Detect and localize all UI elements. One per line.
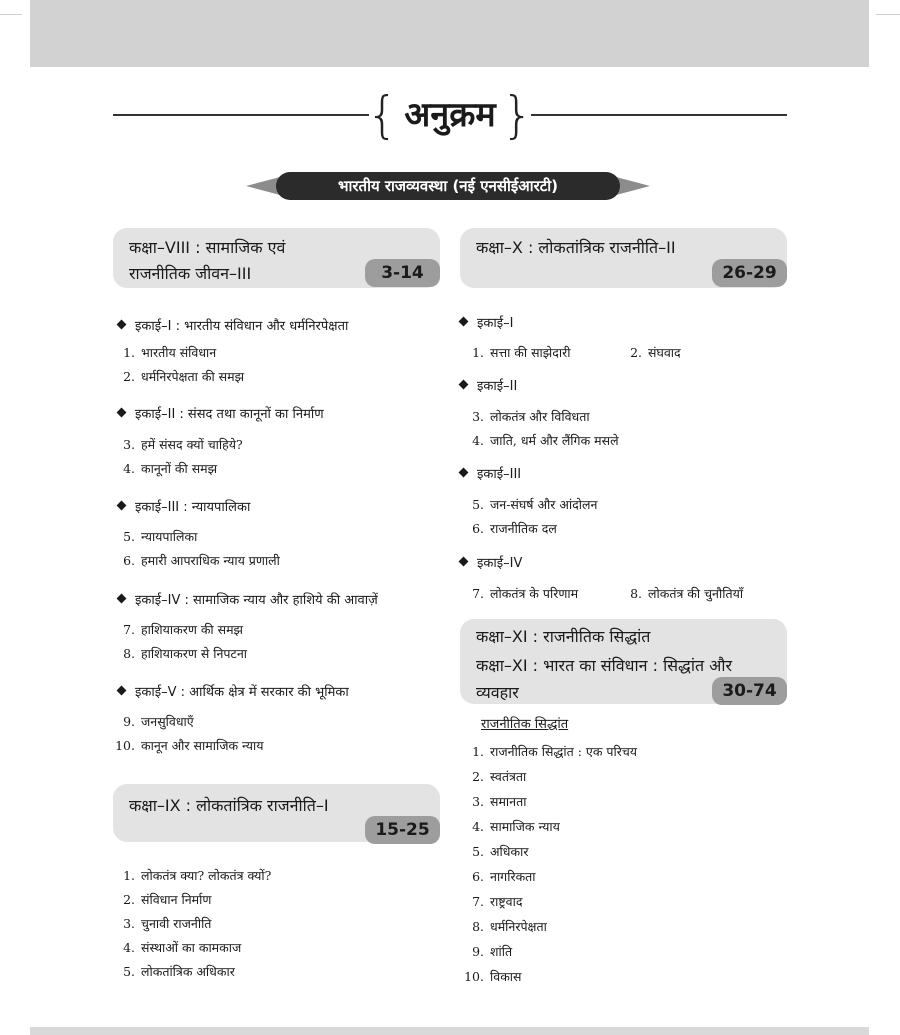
title-rule-right [531,114,787,116]
list-item: 7. लोकतंत्र के परिणाम [472,586,579,601]
unit-heading: इकाई–I : भारतीय संविधान और धर्मनिरपेक्षता [118,316,348,334]
page-title: अनुक्रम [404,95,496,135]
diamond-bullet-icon [459,380,469,390]
class11-title-line3: व्यवहार [476,683,519,702]
diamond-bullet-icon [117,501,127,511]
unit-heading: इकाई–I [460,313,513,331]
list-item: 9. शांति [472,944,513,959]
class11-title-line2: कक्षा–XI : भारत का संविधान : सिद्धांत और [476,656,733,675]
top-band [30,0,869,67]
subtitle-banner [246,172,650,200]
list-item: 6. राजनीतिक दल [472,521,557,536]
list-item: 1. सत्ता की साझेदारी [472,345,571,360]
list-item: 4. कानूनों की समझ [123,461,218,476]
list-item: 4. संस्थाओं का कामकाज [123,940,242,955]
subtitle: भारतीय राजव्यवस्था (नई एनसीईआरटी) [337,177,558,195]
top-edge-line [0,14,22,15]
list-item: 2. संघवाद [630,345,681,360]
list-item: 1. भारतीय संविधान [123,345,217,360]
list-item: 8. लोकतंत्र की चुनौतियाँ [630,586,744,601]
list-item: 8. धर्मनिरपेक्षता [472,919,547,934]
left-bracket: { [366,86,399,144]
list-item: 3. समानता [472,794,527,809]
right-bracket: } [501,86,534,144]
bottom-band [30,1027,869,1035]
title-rule-left [113,114,369,116]
list-item: 10. विकास [464,969,522,984]
list-item: 10. कानून और सामाजिक न्याय [115,738,264,753]
list-item: 1. राजनीतिक सिद्धांत : एक परिचय [472,744,638,759]
diamond-bullet-icon [459,468,469,478]
list-item: 7. राष्ट्रवाद [472,894,523,909]
list-item: 5. लोकतांत्रिक अधिकार [123,964,235,979]
diamond-bullet-icon [117,686,127,696]
class11-pages-badge: 30-74 [712,677,787,705]
class10-title: कक्षा–X : लोकतांत्रिक राजनीति–II [476,238,676,257]
list-item: 4. सामाजिक न्याय [472,819,560,834]
class8-pages-badge: 3-14 [365,259,440,287]
list-item: 7. हाशियाकरण की समझ [123,622,244,637]
unit-heading: इकाई–III [460,464,521,482]
title-block [368,88,532,142]
class11-title-line1: कक्षा–XI : राजनीतिक सिद्धांत [476,627,651,646]
list-item: 8. हाशियाकरण से निपटना [123,646,247,661]
class9-title: कक्षा–IX : लोकतांत्रिक राजनीति–I [129,796,329,815]
list-item: 5. अधिकार [472,844,529,859]
unit-heading: इकाई–II [460,376,517,394]
list-item: 6. हमारी आपराधिक न्याय प्रणाली [123,553,280,568]
list-item: 3. चुनावी राजनीति [123,916,212,931]
diamond-bullet-icon [459,317,469,327]
top-edge-line [876,14,900,15]
section-subheading: राजनीतिक सिद्धांत [481,717,569,732]
unit-heading: इकाई–IV : सामाजिक न्याय और हाशिये की आवाज़ें [118,590,378,608]
list-item: 5. न्यायपालिका [123,529,198,544]
unit-heading: इकाई–III : न्यायपालिका [118,497,250,515]
list-item: 2. स्वतंत्रता [472,769,527,784]
class8-title-line2: राजनीतिक जीवन–III [129,264,252,283]
list-item: 6. नागरिकता [472,869,536,884]
list-item: 1. लोकतंत्र क्या? लोकतंत्र क्यों? [123,868,272,883]
list-item: 3. हमें संसद क्यों चाहिये? [123,437,243,452]
diamond-bullet-icon [117,408,127,418]
list-item: 9. जनसुविधाएँ [123,714,194,729]
list-item: 5. जन-संघर्ष और आंदोलन [472,497,598,512]
list-item: 2. संविधान निर्माण [123,892,212,907]
class8-title-line1: कक्षा–VIII : सामाजिक एवं [129,238,286,257]
class9-pages-badge: 15-25 [365,816,440,844]
diamond-bullet-icon [459,557,469,567]
banner-arrow-left [246,177,280,195]
list-item: 3. लोकतंत्र और विविधता [472,409,590,424]
unit-heading: इकाई–II : संसद तथा कानूनों का निर्माण [118,404,324,422]
class10-pages-badge: 26-29 [712,259,787,287]
list-item: 4. जाति, धर्म और लैंगिक मसले [472,433,619,448]
unit-heading: इकाई–V : आर्थिक क्षेत्र में सरकार की भूमिका [118,682,349,700]
unit-heading: इकाई–IV [460,553,522,571]
diamond-bullet-icon [117,594,127,604]
banner-arrow-right [616,177,650,195]
diamond-bullet-icon [117,320,127,330]
list-item: 2. धर्मनिरपेक्षता की समझ [123,369,245,384]
